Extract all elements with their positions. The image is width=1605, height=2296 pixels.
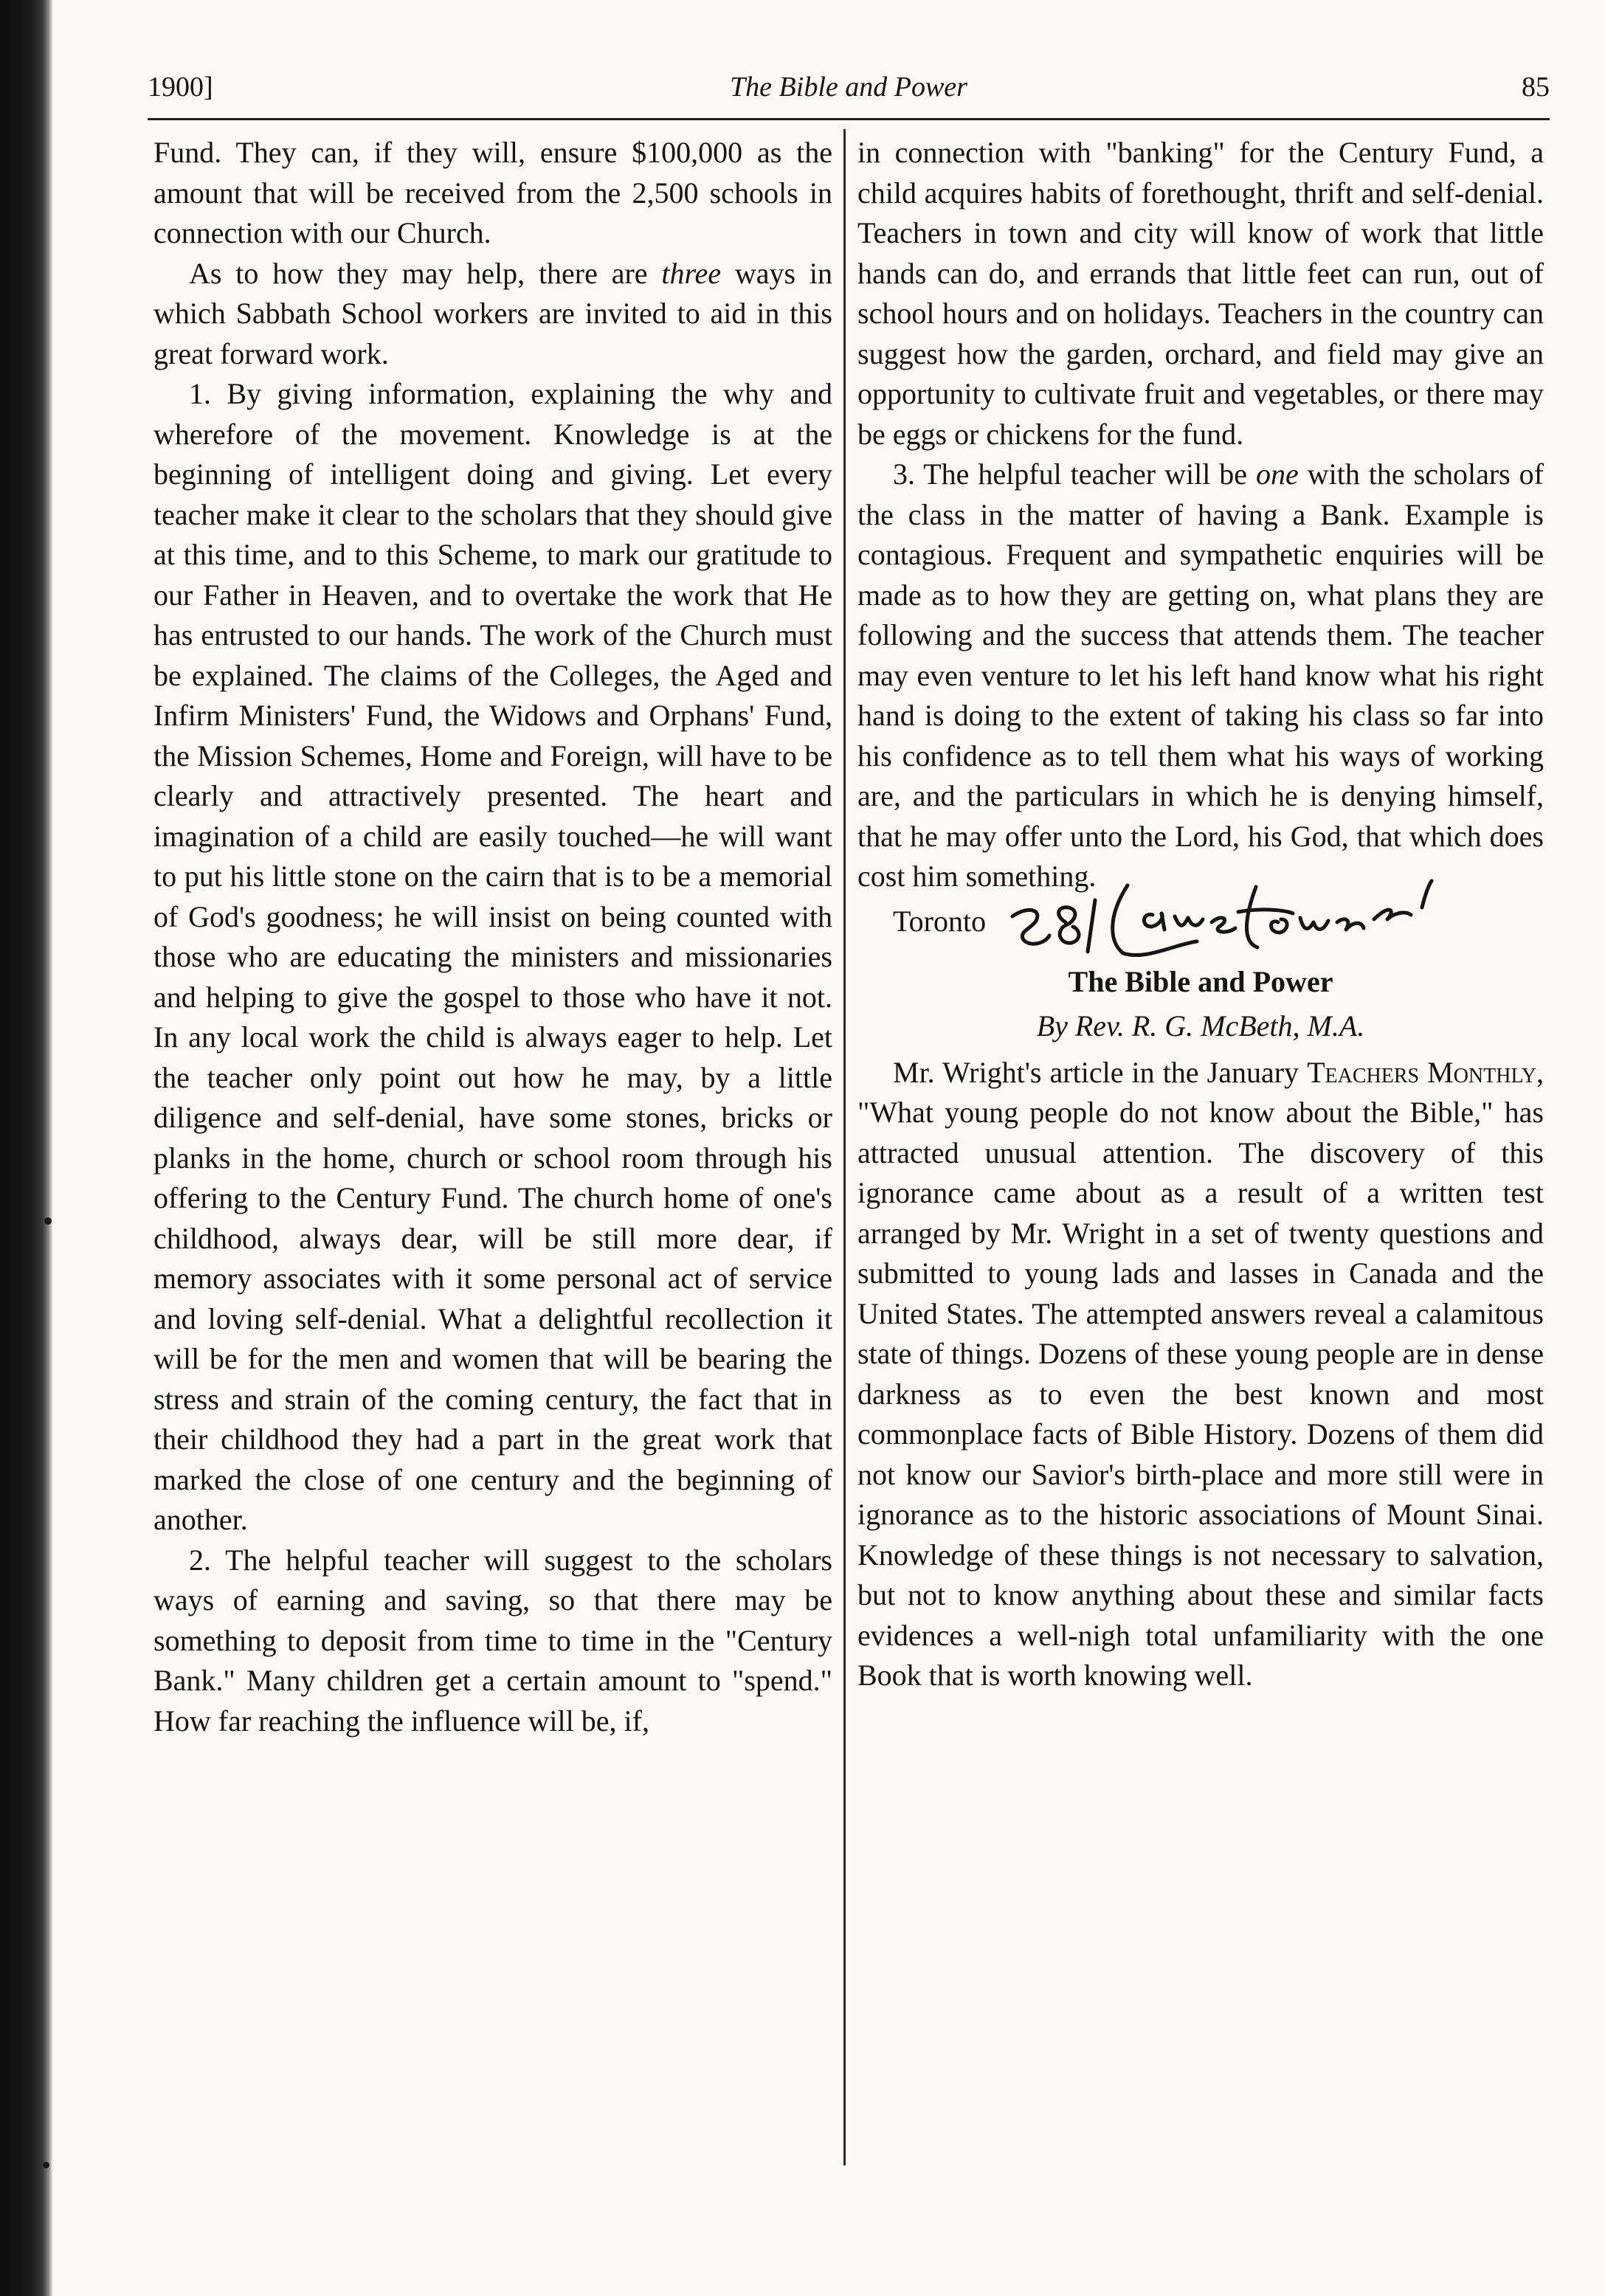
handwritten-annotation bbox=[998, 871, 1559, 967]
signature-line bbox=[857, 897, 1544, 956]
header-running-title: The Bible and Power bbox=[730, 72, 967, 103]
emphasis: three bbox=[661, 256, 722, 290]
place-name: Toronto bbox=[893, 904, 987, 938]
column-divider bbox=[843, 129, 846, 2165]
scan-speck bbox=[44, 1217, 52, 1225]
paragraph: Mr. Wright's article in the January Teachers Monthly, "What young people do not know about the Bible," has attracted unusual attention. The discovery of this ignorance came about as a result of a written test arranged by Mr. Wright in a set of twenty questions and submitted to young lads and lasses in Canada and the United States. The attempted answers reveal a calamitous state of things. Dozens of these young people are in dense darkness as to even the best known and most commonplace facts of Bible History. Dozens of them did not know our Savior's birth-place and more still were in ignorance as to the historic associations of Mount Sinai. Knowledge of these things is not necessary to salvation, but not to know anything about these and similar facts evidences a well-nigh total unfamiliarity with the one Book that is worth knowing well. bbox=[857, 1055, 1544, 1692]
running-header bbox=[148, 71, 1550, 115]
paragraph: 1. By giving information, explaining the why and wherefore of the movement. Knowledge is at the beginning of intelligent doing and giving. Let every teacher make it clear to the scholars that they should give at this time, and to this Scheme, to mark our gratitude to our Father in Heaven, and to overtake the work that He has entrusted to our hands. The work of the Church must be explained. The claims of the Colleges, the Aged and Infirm Ministers' Fund, the Widows and Orphans' Fund, the Mission Schemes, Home and Foreign, will have to be clearly and attractively presented. The heart and imagination of a child are easily touched—he will want to put his little stone on the cairn that is to be a memorial of God's goodness; he will insist on being counted with those who are educating the ministers and missionaries and helping to give the gospel to those who have it not. In any local work the child is always eager to help. Let the teacher only point out how he may, by a little diligence and self-denial, have some stones, bricks or planks in the home, church or school room through his offering to the Century Fund. The church home of one's childhood, always dear, will be still more dear, if memory associates with it some personal act of service and loving self-denial. What a delightful recollection it will be for the men and women that will be bearing the stress and strain of the coming century, the fact that in their childhood they had a part in the great work that marked the close of one century and the beginning of another. bbox=[153, 377, 832, 1536]
scan-speck bbox=[43, 2162, 49, 2168]
article-byline: By Rev. R. G. McBeth, M.A. bbox=[1036, 1009, 1365, 1042]
article-title: The Bible and Power bbox=[1068, 964, 1333, 998]
header-year: 1900] bbox=[148, 72, 213, 103]
paragraph: in connection with "banking" for the Century Fund, a child acquires habits of forethought, thrift and self-denial. Teachers in town and city will know of work that little hands can do, and errands that little feet can run, out of school hours and on holidays. Teachers in the country can suggest how the garden, orchard, and field may give an opportunity to cultivate fruit and vegetables, or there may be eggs or chickens for the fund. bbox=[857, 136, 1544, 451]
binding-edge bbox=[0, 0, 53, 2296]
small-caps-title: Teachers Monthly bbox=[1307, 1055, 1536, 1089]
emphasis: one bbox=[1256, 457, 1299, 491]
right-column bbox=[857, 133, 1544, 1696]
paragraph: 2. The helpful teacher will suggest to the scholars ways of earning and saving, so that there may be something to deposit from time to time in the "Century Bank." Many children get a certain amount to "spend." How far reaching the influence will be, if, bbox=[153, 1543, 832, 1737]
paragraph: As to how they may help, there are three ways in which Sabbath School workers are invited to aid in this great forward work. bbox=[153, 256, 832, 370]
header-rule bbox=[148, 118, 1550, 120]
paragraph: 3. The helpful teacher will be one with the scholars of the class in the matter of having a Bank. Example is contagious. Frequent and sympathetic enquiries will be made as to how they are getting on, what plans they are following and the success that attends them. The teacher may even venture to let his left hand know what his right hand is doing to the extent of taking his class so far into his confidence as to tell them what his ways of working are, and the particulars in which he is denying himself, that he may offer unto the Lord, his God, that which does cost him something. bbox=[857, 457, 1544, 893]
header-page-number: 85 bbox=[1522, 72, 1550, 103]
paragraph: Fund. They can, if they will, ensure $100,000 as the amount that will be received from the 2,500 schools in connection with our Church. bbox=[153, 136, 832, 249]
left-column bbox=[153, 133, 832, 1741]
